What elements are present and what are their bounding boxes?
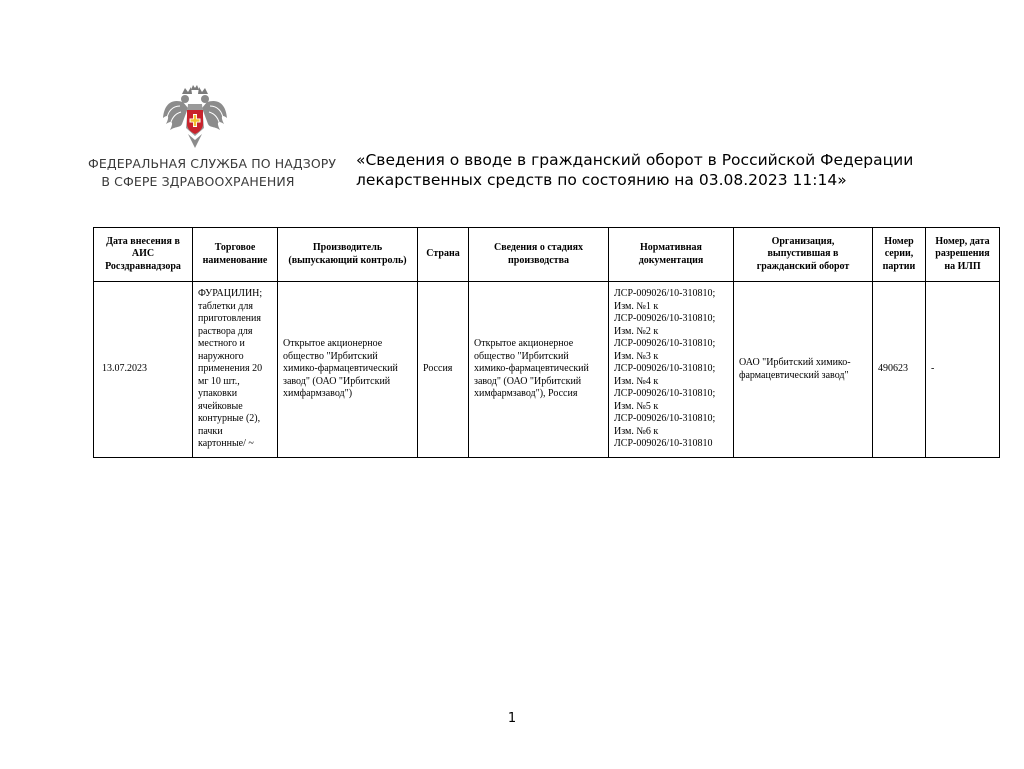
column-header-production-stages: Сведения о стадиях производства [469, 228, 609, 282]
cell-production-stages: Открытое акционерное общество "Ирбитский химико-фармацевтический завод" (ОАО "Ирбитский химфармзавод"), Россия [469, 282, 609, 458]
document-title-line-2: лекарственных средств по состоянию на 03.08.2023 11:14» [356, 171, 847, 189]
cell-trade-name: ФУРАЦИЛИН; таблетки для приготовления раствора для местного и наружного применения 20 мг 10 шт., упаковки ячейковые контурные (2), пачки картонные/ ~ [193, 282, 278, 458]
column-header-batch: Номер серии, партии [873, 228, 926, 282]
document-title-line-1: «Сведения о вводе в гражданский оборот в Российской Федерации [356, 151, 914, 169]
table-row [94, 282, 1000, 458]
column-header-trade-name: Торговое наименование [193, 228, 278, 282]
column-header-organization: Организация, выпустившая в гражданский оборот [734, 228, 873, 282]
column-header-date: Дата внесения в АИС Росздравнадзора [94, 228, 193, 282]
agency-name [88, 155, 337, 191]
cell-permit: - [926, 282, 1000, 458]
cell-organization: ОАО "Ирбитский химико-фармацевтический завод" [734, 282, 873, 458]
cell-regulatory-docs: ЛСР-009026/10-310810; Изм. №1 к ЛСР-009026/10-310810; Изм. №2 к ЛСР-009026/10-310810; Изм. №3 к ЛСР-009026/10-310810; Изм. №4 к ЛСР-009026/10-310810; Изм. №5 к ЛСР-009026/10-310810; Изм. №6 к ЛСР-009026/10-310810 [609, 282, 734, 458]
registry-table [93, 227, 1000, 458]
table-header-row [94, 228, 1000, 282]
cell-batch: 490623 [873, 282, 926, 458]
document-title [356, 150, 976, 190]
column-header-permit: Номер, дата разрешения на ИЛП [926, 228, 1000, 282]
column-header-regulatory-docs: Нормативная документация [609, 228, 734, 282]
column-header-manufacturer: Производитель (выпускающий контроль) [278, 228, 418, 282]
cell-date: 13.07.2023 [94, 282, 193, 458]
roszdravnadzor-emblem-icon [160, 84, 230, 150]
page-number: 1 [507, 711, 517, 726]
agency-name-line-1: ФЕДЕРАЛЬНАЯ СЛУЖБА ПО НАДЗОРУ [88, 156, 337, 171]
cell-manufacturer: Открытое акционерное общество "Ирбитский химико-фармацевтический завод" (ОАО "Ирбитский химфармзавод") [278, 282, 418, 458]
cell-country: Россия [418, 282, 469, 458]
agency-name-line-2: В СФЕРЕ ЗДРАВООХРАНЕНИЯ [101, 174, 295, 189]
column-header-country: Страна [418, 228, 469, 282]
